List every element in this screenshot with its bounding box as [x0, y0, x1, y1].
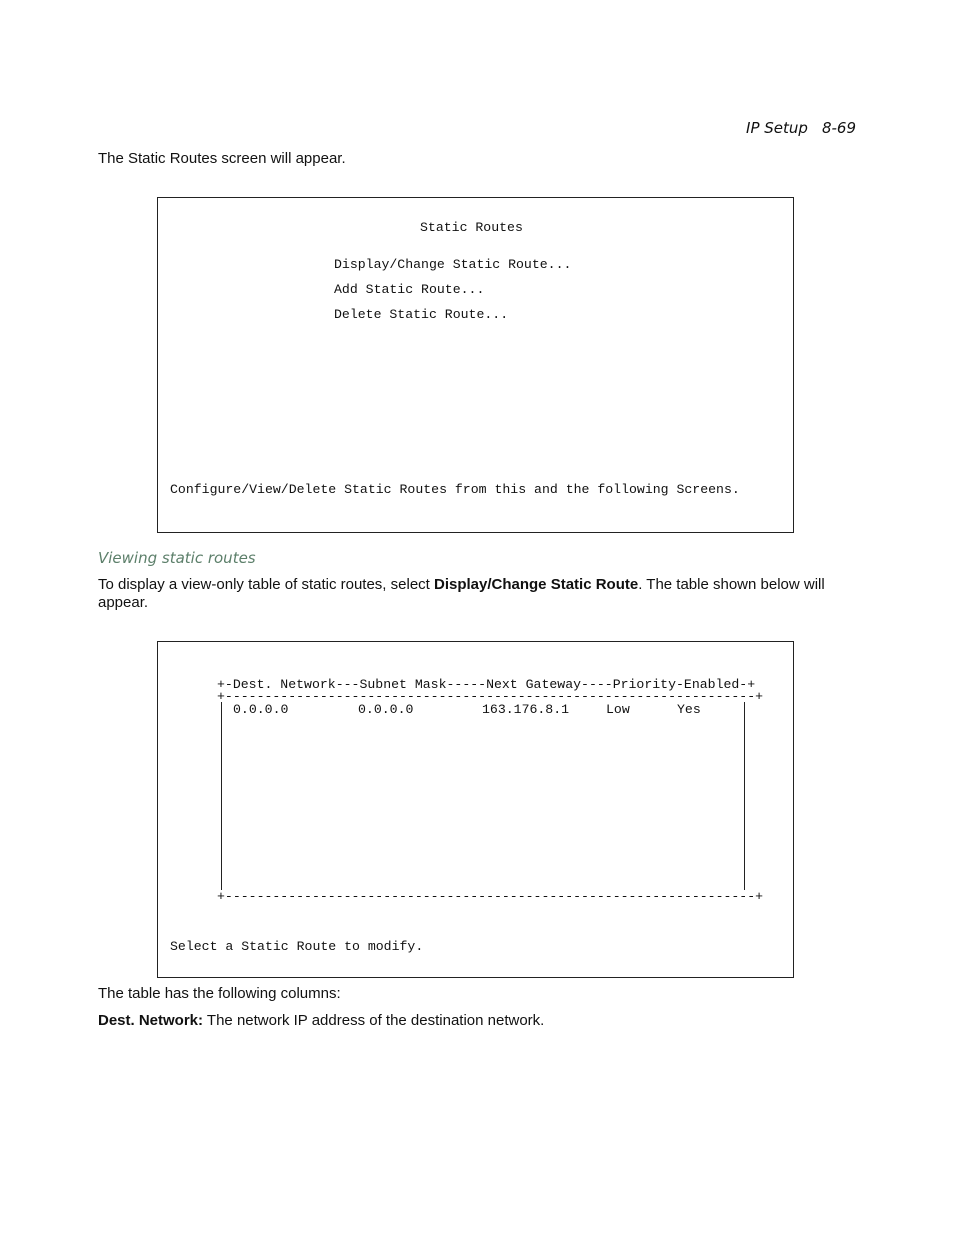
column-definition-dest-network — [98, 1012, 544, 1029]
cell-subnet-mask: 0.0.0.0 — [358, 702, 414, 717]
screen-title: Static Routes — [420, 220, 523, 235]
table-header-border: +-Dest. Network---Subnet Mask-----Next Gateway----Priority-Enabled-+ — [217, 677, 756, 692]
header-section-title: IP Setup — [746, 119, 808, 137]
para-text-after: . The table shown below will appear. — [98, 576, 825, 611]
term-dest-network: Dest. Network: — [98, 1012, 204, 1029]
table-left-border — [221, 702, 222, 890]
running-header — [746, 119, 856, 137]
screen-footer-text: Select a Static Route to modify. — [170, 939, 424, 954]
header-page-number: 8-69 — [821, 119, 856, 137]
intro-paragraph: The Static Routes screen will appear. — [98, 150, 346, 167]
static-routes-screen — [157, 197, 794, 533]
cell-next-gateway: 163.176.8.1 — [482, 702, 570, 717]
columns-intro: The table has the following columns: — [98, 985, 341, 1002]
section-heading: Viewing static routes — [98, 549, 256, 567]
table-bottom-border: +-------------------------------------------------------------------+ — [217, 889, 764, 904]
definition-text: The network IP address of the destination network. — [203, 1012, 545, 1029]
table-right-border — [744, 702, 745, 890]
cell-priority: Low — [606, 702, 630, 717]
menu-item-add[interactable]: Add Static Route... — [334, 282, 485, 297]
screen-footer-text: Configure/View/Delete Static Routes from this and the following Screens. — [170, 482, 740, 497]
para-bold-command: Display/Change Static Route — [434, 576, 639, 593]
menu-item-display-change[interactable]: Display/Change Static Route... — [334, 257, 572, 272]
display-paragraph — [98, 576, 858, 612]
menu-item-delete[interactable]: Delete Static Route... — [334, 307, 509, 322]
table-separator: +-------------------------------------------------------------------+ — [217, 689, 764, 704]
cell-dest-network: 0.0.0.0 — [233, 702, 289, 717]
cell-enabled: Yes — [677, 702, 701, 717]
static-routes-table-screen — [157, 641, 794, 978]
para-text-before: To display a view-only table of static routes, select — [98, 576, 434, 593]
